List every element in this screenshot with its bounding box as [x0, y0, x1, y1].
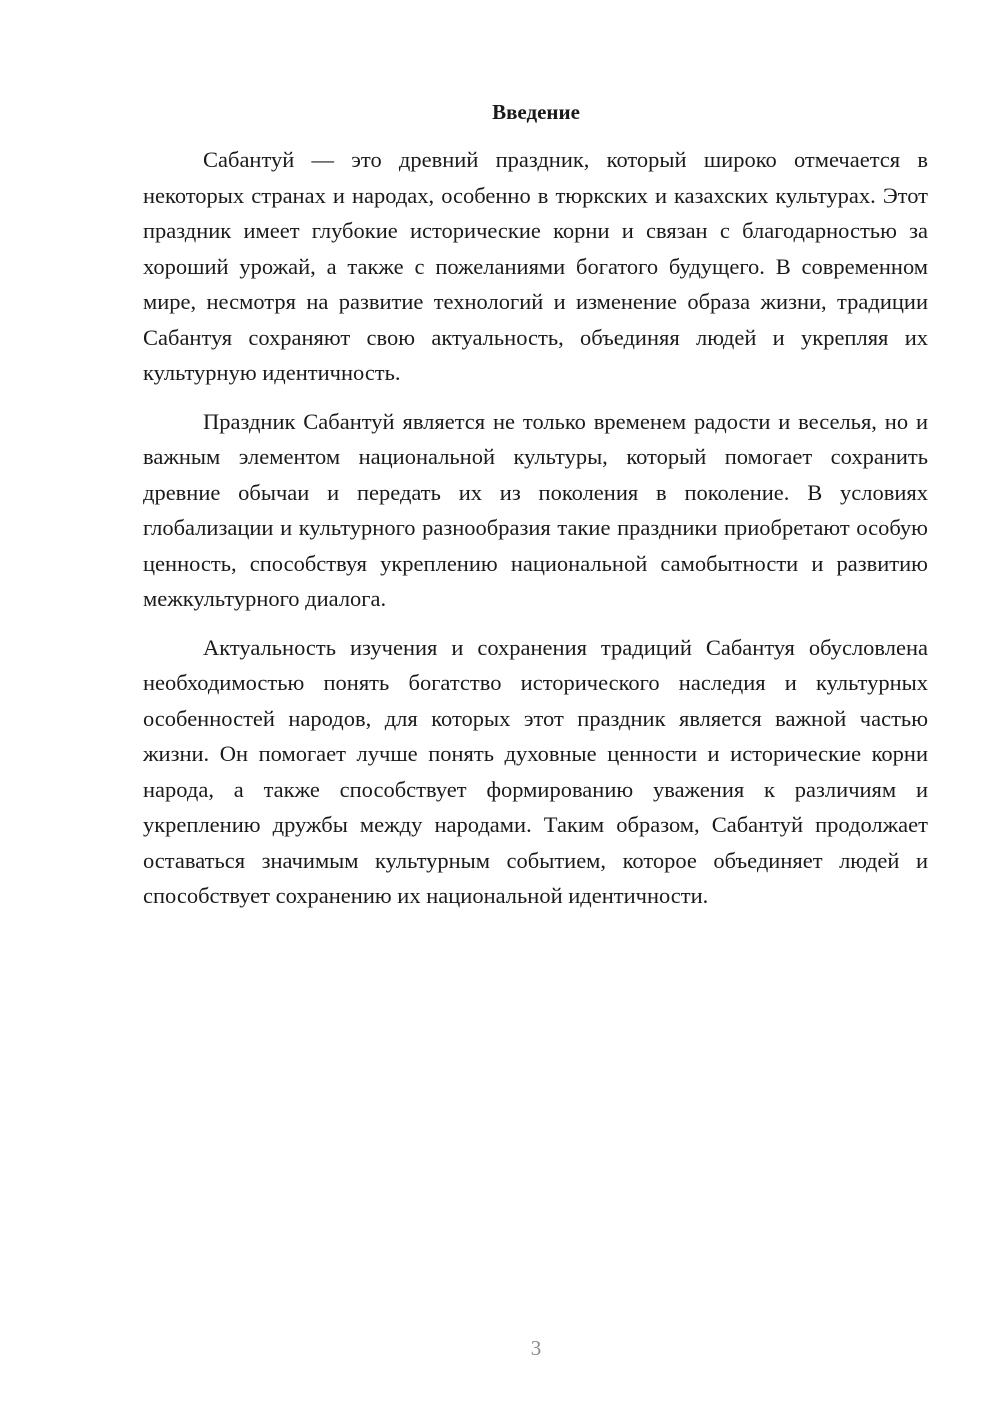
paragraph-2: Праздник Сабантуй является не только временем радости и веселья, но и важным элементом национальной культуры, который помогает сохранить древние обычаи и передать их из поколения в поколение. В условиях глобализации и культурного разнообразия такие праздники приобретают особую ценность, способствуя укреплению национальной самобытности и развитию межкультурного диалога. [143, 408, 928, 611]
body-text [143, 142, 928, 927]
paragraph-1: Сабантуй — это древний праздник, который широко отмечается в некоторых странах и народах, особенно в тюркских и казахских культурах. Этот праздник имеет глубокие исторические корни и связан с благодарностью за хороший урожай, а также с пожеланиями богатого будущего. В современном мире, несмотря на развитие технологий и изменение образа жизни, традиции Сабантуя сохраняют свою актуальность, объединяя людей и укрепляя их культурную идентичность. [143, 147, 928, 385]
paragraph-3: Актуальность изучения и сохранения традиций Сабантуя обусловлена необходимостью понять богатство исторического наследия и культурных особенностей народов, для которых этот праздник является важной частью жизни. Он помогает лучше понять духовные ценности и исторические корни народа, а также способствует формированию уважения к различиям и укреплению дружбы между народами. Таким образом, Сабантуй продолжает оставаться значимым культурным событием, которое объединяет людей и способствует сохранению их национальной идентичности. [143, 634, 928, 908]
page-number: 3 [530, 1336, 542, 1360]
section-heading: Введение [492, 100, 580, 124]
